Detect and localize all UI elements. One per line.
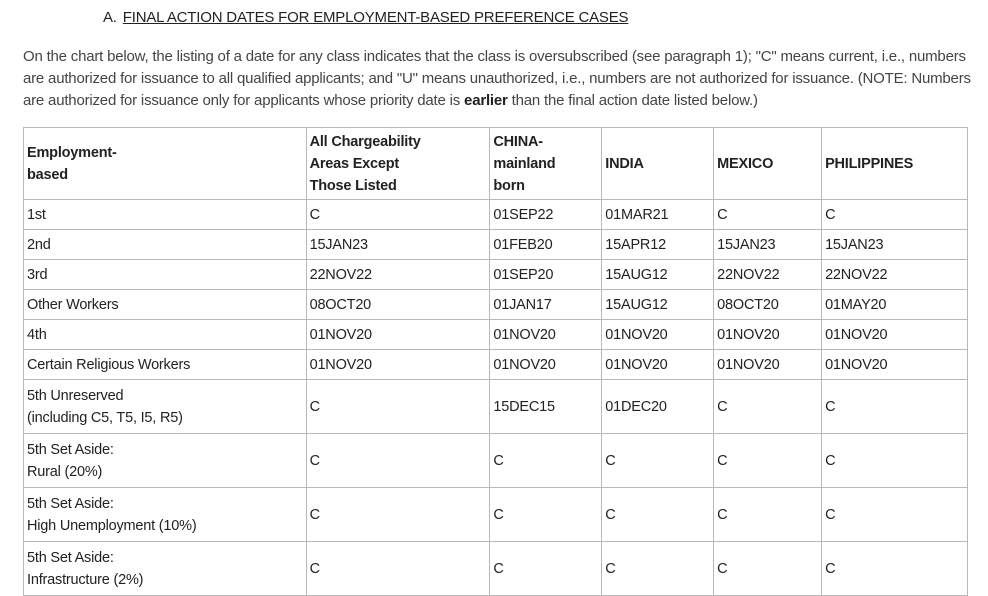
table-cell: C <box>602 488 714 542</box>
table-cell: C <box>822 434 968 488</box>
header-employment-based: Employment- based <box>24 128 307 200</box>
table-cell: C <box>714 542 822 596</box>
table-cell: 15AUG12 <box>602 260 714 290</box>
table-row <box>24 488 968 542</box>
intro-bold-text: earlier <box>464 92 508 109</box>
table-cell: C <box>714 434 822 488</box>
table-cell: 01NOV20 <box>490 350 602 380</box>
intro-text-end: than the final action date listed below.) <box>507 92 758 109</box>
row-label: 5th Set Aside: Infrastructure (2%) <box>24 542 307 596</box>
table-cell: C <box>602 434 714 488</box>
table-cell: C <box>714 380 822 434</box>
table-cell: 22NOV22 <box>714 260 822 290</box>
table-cell: C <box>306 200 490 230</box>
table-cell: C <box>490 488 602 542</box>
table-cell: 22NOV22 <box>306 260 490 290</box>
table-cell: 15JAN23 <box>822 230 968 260</box>
table-cell: 01NOV20 <box>306 350 490 380</box>
table-cell: 15APR12 <box>602 230 714 260</box>
table-cell: 01MAR21 <box>602 200 714 230</box>
table-cell: C <box>714 200 822 230</box>
intro-paragraph <box>23 46 978 112</box>
table-cell: 15AUG12 <box>602 290 714 320</box>
row-label: 5th Set Aside: High Unemployment (10%) <box>24 488 307 542</box>
table-row <box>24 290 968 320</box>
row-label: Other Workers <box>24 290 307 320</box>
header-india: INDIA <box>602 128 714 200</box>
section-title: FINAL ACTION DATES FOR EMPLOYMENT-BASED PREFERENCE CASES <box>122 9 629 26</box>
table-cell: 01NOV20 <box>714 350 822 380</box>
table-cell: C <box>822 200 968 230</box>
table-cell: 01NOV20 <box>306 320 490 350</box>
table-cell: C <box>822 542 968 596</box>
table-cell: 01NOV20 <box>822 350 968 380</box>
table-cell: 15DEC15 <box>490 380 602 434</box>
table-row <box>24 200 968 230</box>
header-china: CHINA- mainland born <box>490 128 602 200</box>
table-cell: C <box>306 434 490 488</box>
table-cell: 01NOV20 <box>602 320 714 350</box>
table-row <box>24 542 968 596</box>
table-cell: C <box>490 434 602 488</box>
table-cell: 15JAN23 <box>306 230 490 260</box>
table-cell: C <box>714 488 822 542</box>
table-cell: 01MAY20 <box>822 290 968 320</box>
table-row <box>24 320 968 350</box>
table-cell: 08OCT20 <box>306 290 490 320</box>
table-cell: C <box>822 488 968 542</box>
table-row <box>24 380 968 434</box>
table-cell: 01NOV20 <box>822 320 968 350</box>
row-label: Certain Religious Workers <box>24 350 307 380</box>
final-action-dates-table <box>23 127 968 596</box>
header-all-chargeability: All Chargeability Areas Except Those Listed <box>306 128 490 200</box>
table-row <box>24 230 968 260</box>
table-cell: C <box>490 542 602 596</box>
row-label: 3rd <box>24 260 307 290</box>
table-cell: 15JAN23 <box>714 230 822 260</box>
intro-text: On the chart below, the listing of a date for any class indicates that the class is oversubscribed (see paragraph 1); "C" means current, i.e., numbers are authorized for issuance to all qualified applicants; and "U" means unauthorized, i.e., numbers are not authorized for issuance. (NOTE: Numbers are authorized for issuance only for applicants whose priority date is <box>23 48 971 109</box>
row-label: 4th <box>24 320 307 350</box>
row-label: 1st <box>24 200 307 230</box>
row-label: 5th Set Aside: Rural (20%) <box>24 434 307 488</box>
table-cell: C <box>306 488 490 542</box>
row-label: 2nd <box>24 230 307 260</box>
table-cell: 01NOV20 <box>714 320 822 350</box>
table-cell: 01DEC20 <box>602 380 714 434</box>
section-heading <box>103 9 628 26</box>
table-cell: 01NOV20 <box>490 320 602 350</box>
table-cell: C <box>822 380 968 434</box>
table-cell: 01JAN17 <box>490 290 602 320</box>
table-cell: 01NOV20 <box>602 350 714 380</box>
table-row <box>24 350 968 380</box>
table-cell: 01SEP22 <box>490 200 602 230</box>
table-cell: 08OCT20 <box>714 290 822 320</box>
header-mexico: MEXICO <box>714 128 822 200</box>
table-cell: 22NOV22 <box>822 260 968 290</box>
table-cell: C <box>306 542 490 596</box>
table-header-row <box>24 128 968 200</box>
table-row <box>24 434 968 488</box>
table-cell: C <box>306 380 490 434</box>
section-prefix: A. <box>103 9 117 26</box>
table-cell: 01SEP20 <box>490 260 602 290</box>
table-cell: 01FEB20 <box>490 230 602 260</box>
row-label: 5th Unreserved (including C5, T5, I5, R5) <box>24 380 307 434</box>
table-row <box>24 260 968 290</box>
header-philippines: PHILIPPINES <box>822 128 968 200</box>
table-cell: C <box>602 542 714 596</box>
